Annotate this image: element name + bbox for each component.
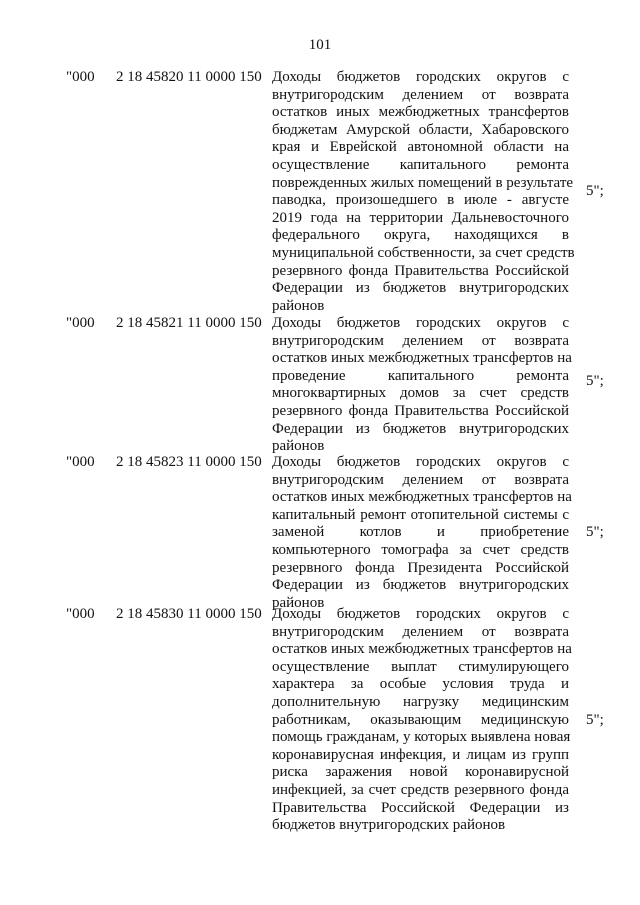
- description-line: муниципальной собственности, за счет средств: [272, 244, 575, 261]
- description-line: края и Еврейской автономной области на: [272, 139, 569, 156]
- description-line: внутригородским делением от возврата: [272, 86, 569, 103]
- description-line: работникам, оказывающим медицинскую: [272, 711, 569, 728]
- description-line: остатков иных межбюджетных трансфертов: [272, 104, 569, 121]
- description-line: характера за особые условия труда и: [272, 676, 569, 693]
- entry-description: [272, 606, 572, 835]
- description-line: 2019 года на территории Дальневосточного: [272, 209, 569, 226]
- description-line: внутригородским делением от возврата: [272, 623, 569, 640]
- description-line: Правительства Российской Федерации из: [272, 799, 569, 816]
- entry-suffix: 5";: [586, 183, 604, 199]
- entry-prefix: "000: [66, 606, 95, 622]
- entry-prefix: "000: [66, 315, 95, 331]
- description-line: капитальный ремонт отопительной системы с: [272, 506, 569, 523]
- entry-code: 2 18 45823 11 0000 150: [116, 454, 262, 470]
- description-line: районов: [272, 594, 325, 611]
- description-line: резервного фонда Правительства Российской: [272, 262, 569, 279]
- budget-entry: [0, 69, 640, 315]
- entry-code: 2 18 45830 11 0000 150: [116, 606, 262, 622]
- description-line: инфекцией, за счет средств резервного фонда: [272, 781, 569, 798]
- description-line: внутригородским делением от возврата: [272, 471, 569, 488]
- description-line: Доходы бюджетов городских округов с: [272, 454, 569, 470]
- description-line: риска заражения новой коронавирусной: [272, 764, 569, 781]
- description-line: Федерации из бюджетов внутригородских: [272, 577, 569, 594]
- entry-suffix: 5";: [586, 373, 604, 389]
- page-number: 101: [308, 37, 332, 53]
- description-line: осуществление выплат стимулирующего: [272, 658, 569, 675]
- description-line: районов: [272, 297, 325, 314]
- entry-prefix: "000: [66, 69, 95, 85]
- entry-code: 2 18 45821 11 0000 150: [116, 315, 262, 331]
- description-line: паводка, произошедшего в июле - августе: [272, 192, 569, 209]
- description-line: Федерации из бюджетов внутригородских: [272, 280, 569, 297]
- budget-entry: [0, 606, 640, 836]
- description-line: федерального округа, находящихся в: [272, 227, 569, 244]
- entry-suffix: 5";: [586, 524, 604, 540]
- budget-entry: [0, 454, 640, 612]
- entry-code: 2 18 45820 11 0000 150: [116, 69, 262, 85]
- description-line: дополнительную нагрузку медицинским: [272, 693, 569, 710]
- entry-prefix: "000: [66, 454, 95, 470]
- description-line: Доходы бюджетов городских округов с: [272, 69, 569, 85]
- description-line: остатков иных межбюджетных трансфертов на: [272, 489, 572, 506]
- description-line: остатков иных межбюджетных трансфертов на: [272, 350, 572, 367]
- entry-description: [272, 454, 572, 612]
- description-line: остатков иных межбюджетных трансфертов на: [272, 641, 572, 658]
- description-line: Доходы бюджетов городских округов с: [272, 315, 569, 331]
- description-line: компьютерного томографа за счет средств: [272, 541, 569, 558]
- description-line: Доходы бюджетов городских округов с: [272, 606, 569, 622]
- description-line: проведение капитального ремонта: [272, 367, 569, 384]
- description-line: Федерации из бюджетов внутригородских: [272, 420, 569, 437]
- entry-suffix: 5";: [586, 712, 604, 728]
- description-line: осуществление капитального ремонта: [272, 156, 569, 173]
- entry-description: [272, 315, 572, 456]
- description-line: внутригородским делением от возврата: [272, 332, 569, 349]
- description-line: поврежденных жилых помещений в результате: [272, 174, 574, 191]
- description-line: бюджетам Амурской области, Хабаровского: [272, 121, 569, 138]
- description-line: заменой котлов и приобретение: [272, 524, 569, 541]
- description-line: многоквартирных домов за счет средств: [272, 385, 569, 402]
- description-line: бюджетов внутригородских районов: [272, 817, 506, 834]
- description-line: резервного фонда Правительства Российской: [272, 402, 569, 419]
- description-line: коронавирусная инфекция, и лицам из групп: [272, 746, 569, 763]
- description-line: районов: [272, 438, 325, 455]
- budget-entry: [0, 315, 640, 456]
- entry-description: [272, 69, 575, 315]
- description-line: помощь гражданам, у которых выявлена новая: [272, 729, 571, 746]
- description-line: резервного фонда Президента Российской: [272, 559, 569, 576]
